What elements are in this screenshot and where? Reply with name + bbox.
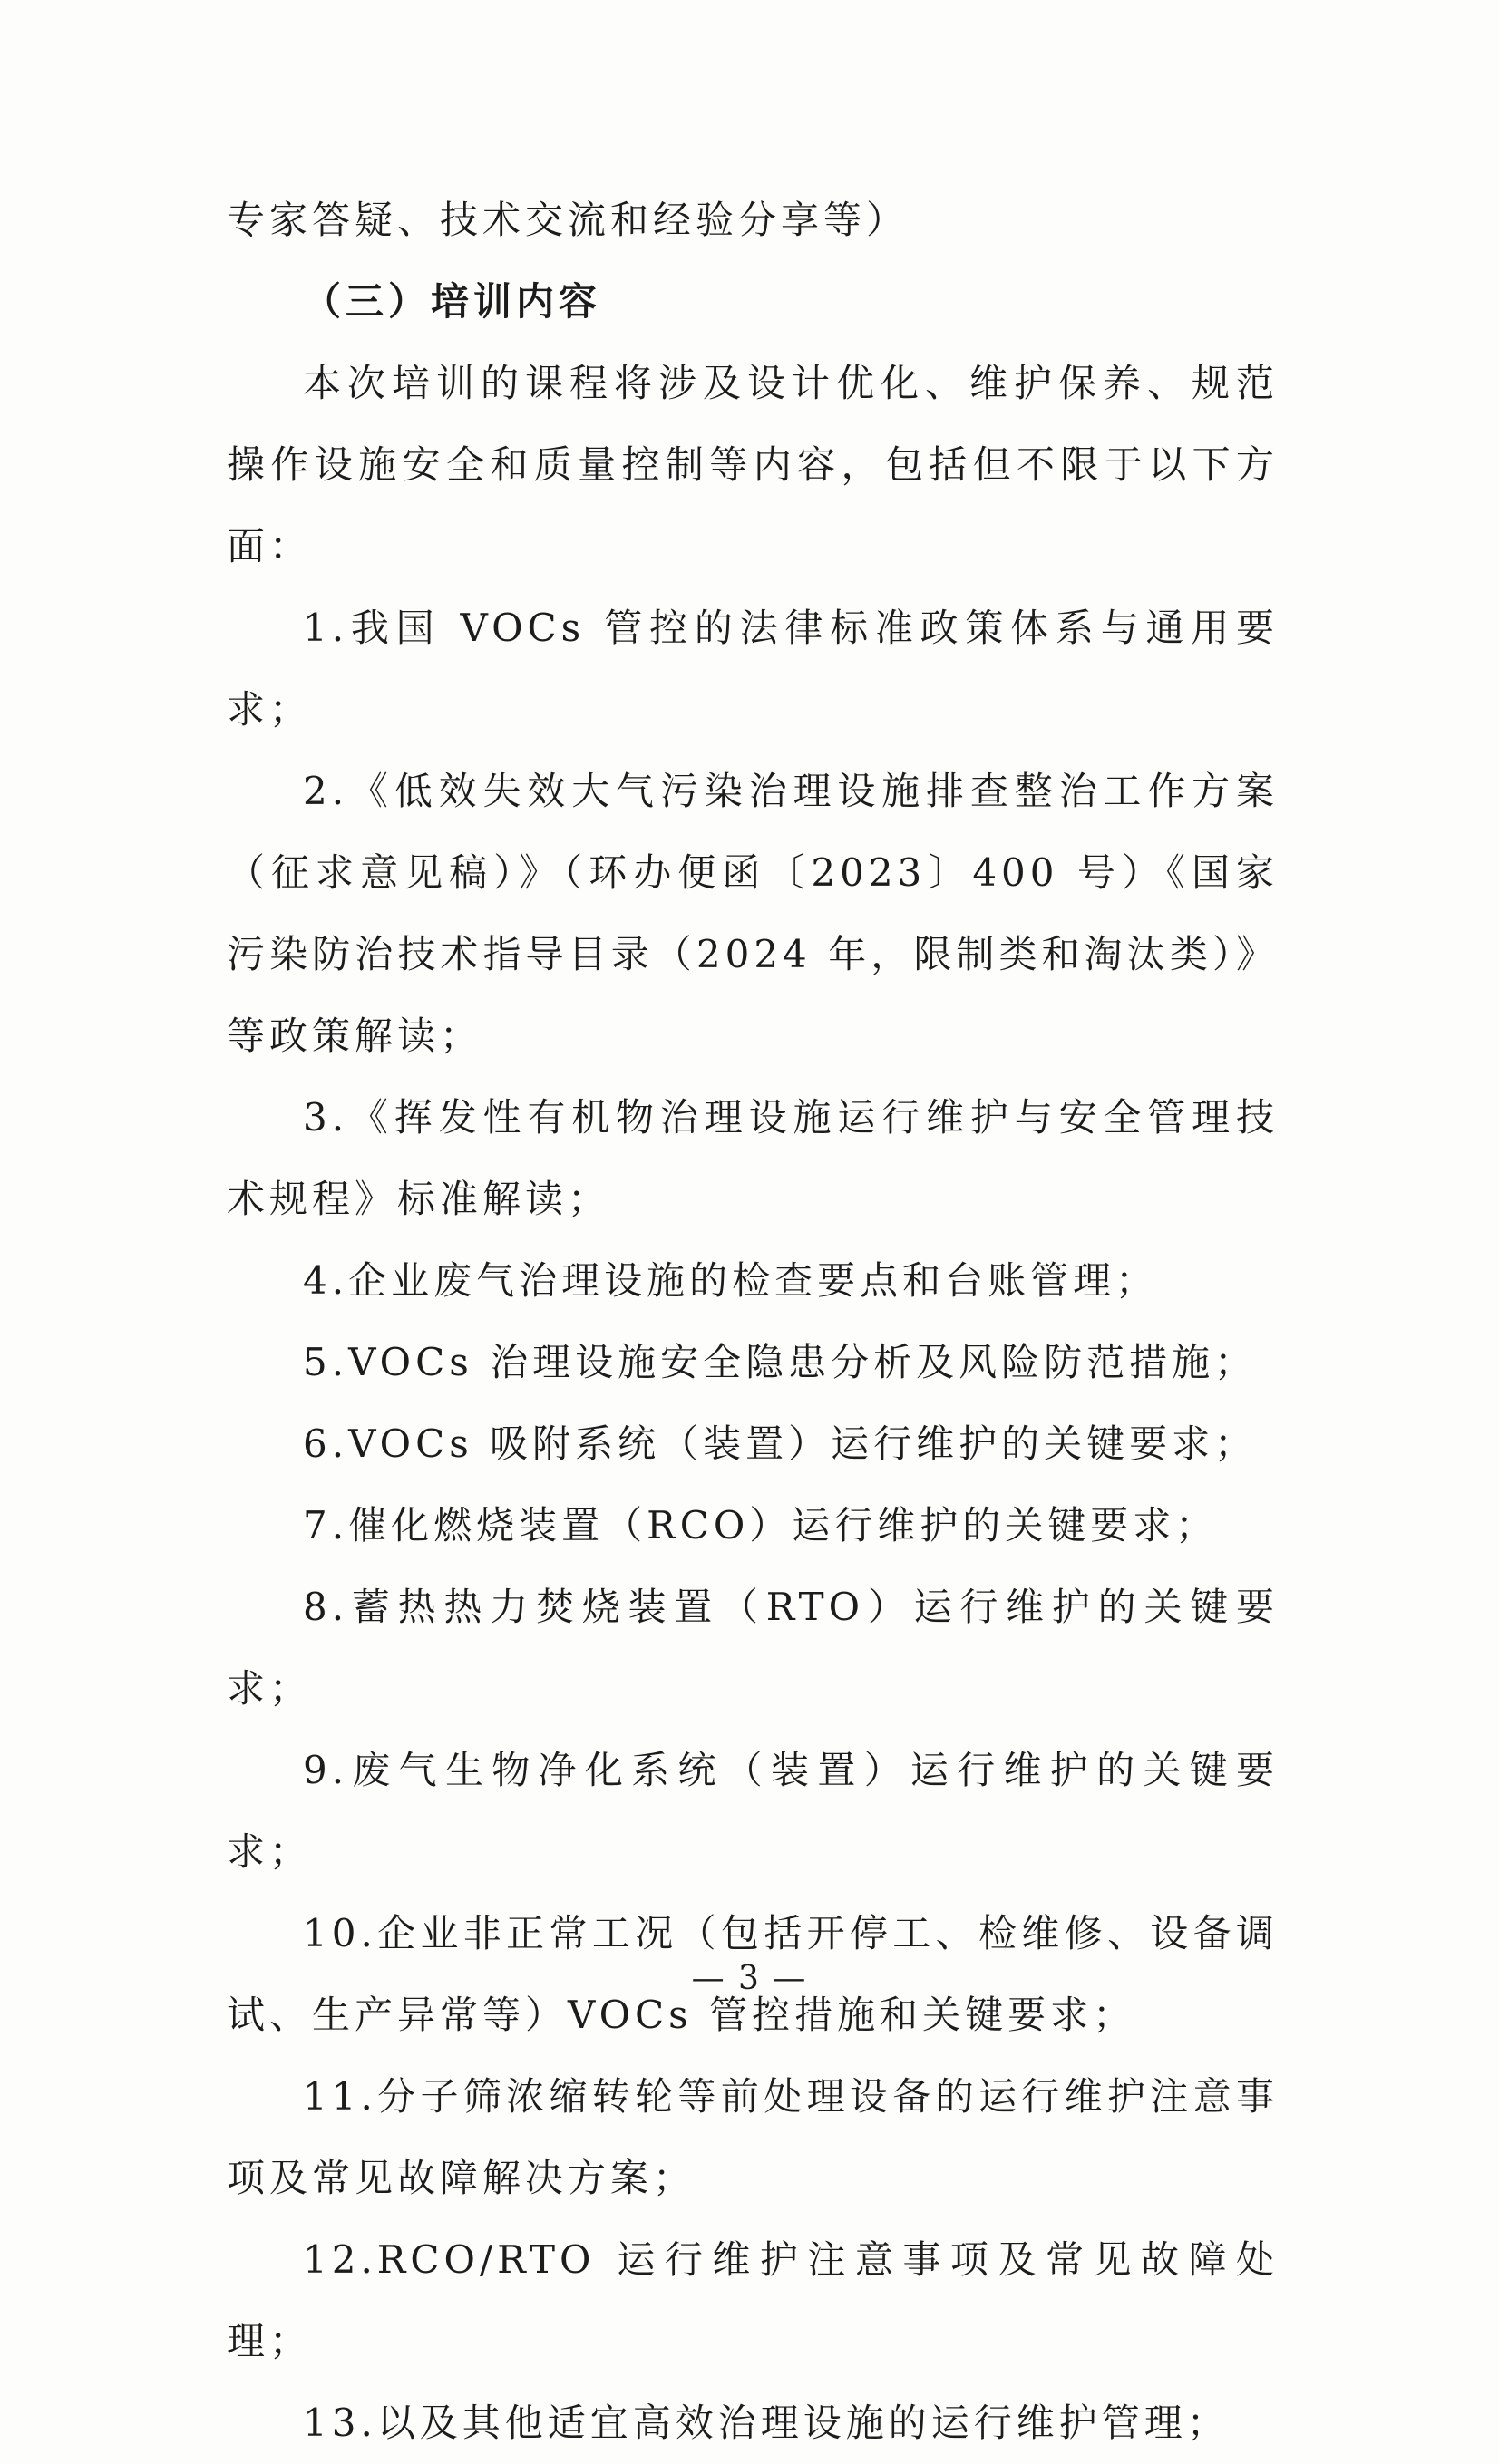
list-item-2: 2.《低效失效大气污染治理设施排查整治工作方案（征求意见稿）》（环办便函〔2023〕400 号）《国家污染防治技术指导目录（2024 年，限制类和淘汰类）》等政策解读； bbox=[227, 769, 1279, 1058]
list-item-5: 5.VOCs 治理设施安全隐患分析及风险防范措施； bbox=[303, 1340, 1258, 1384]
list-item-7: 7.催化燃烧装置（RCO）运行维护的关键要求； bbox=[303, 1503, 1219, 1547]
page-number: — 3 — bbox=[691, 1960, 808, 1997]
list-item-11: 11.分子筛浓缩转轮等前处理设备的运行维护注意事项及常见故障解决方案； bbox=[227, 2074, 1279, 2200]
list-item-3: 3.《挥发性有机物治理设施运行维护与安全管理技术规程》标准解读； bbox=[227, 1095, 1279, 1221]
document-body bbox=[227, 179, 1279, 2464]
list-item-8: 8.蓄热热力焚烧装置（RTO）运行维护的关键要求； bbox=[227, 1585, 1279, 1711]
list-item-9: 9.废气生物净化系统（装置）运行维护的关键要求； bbox=[227, 1748, 1279, 1874]
list-item-6: 6.VOCs 吸附系统（装置）运行维护的关键要求； bbox=[303, 1421, 1258, 1466]
intro-paragraph: 本次培训的课程将涉及设计优化、维护保养、规范操作设施安全和质量控制等内容，包括但不限于以下方面： bbox=[227, 361, 1279, 568]
continuation-paragraph: 专家答疑、技术交流和经验分享等） bbox=[227, 198, 910, 242]
list-item-4: 4.企业废气治理设施的检查要点和台账管理； bbox=[303, 1258, 1159, 1303]
section-heading-training-content: （三）培训内容 bbox=[303, 279, 602, 324]
list-item-12: 12.RCO/RTO 运行维护注意事项及常见故障处理； bbox=[227, 2237, 1279, 2363]
list-item-1: 1.我国 VOCs 管控的法律标准政策体系与通用要求； bbox=[227, 606, 1279, 732]
list-item-13: 13.以及其他适宜高效治理设施的运行维护管理； bbox=[303, 2401, 1230, 2445]
list-item-10: 10.企业非正常工况（包括开停工、检维修、设备调试、生产异常等）VOCs 管控措施和关键要求； bbox=[227, 1911, 1279, 2037]
